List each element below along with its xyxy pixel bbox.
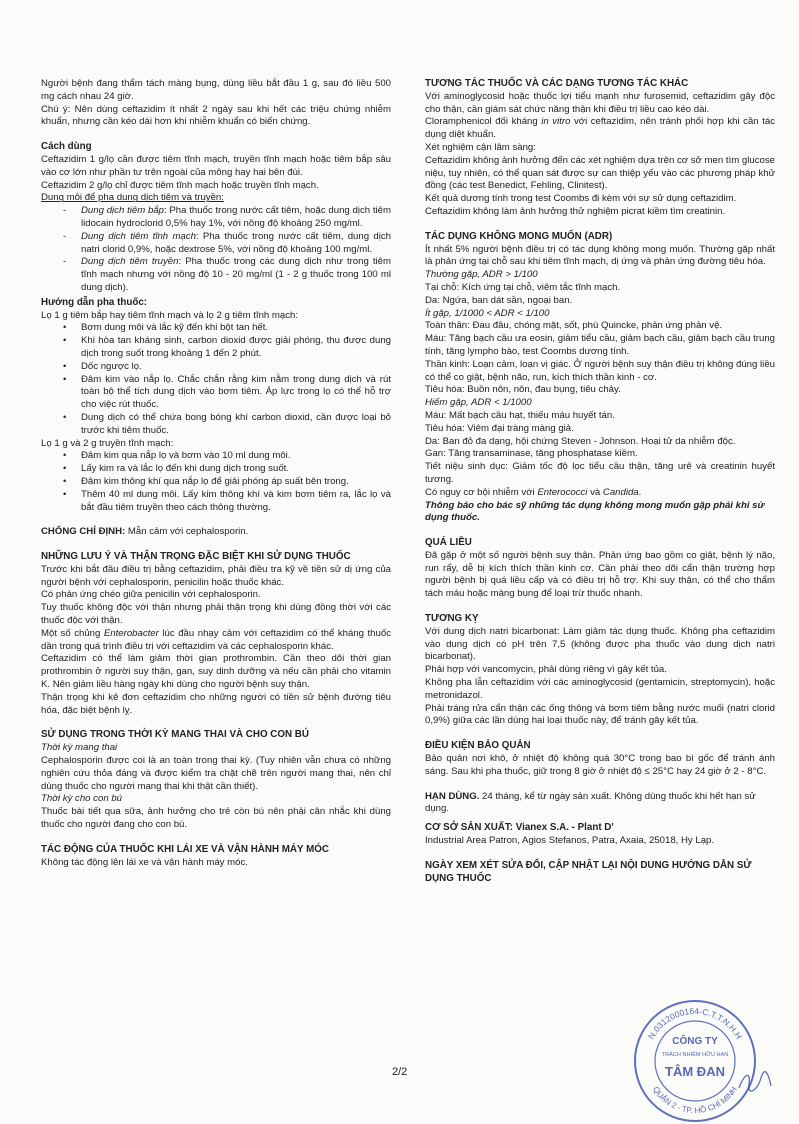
- contraindication-text: Mẫn cảm với cephalosporin.: [125, 526, 249, 538]
- solvent-list: [41, 205, 391, 295]
- adr-warning: Thông báo cho bác sỹ những tác dụng không mong muốn gặp phải khi sử dụng thuốc.: [425, 499, 765, 524]
- list-item: • Đâm kim vào nắp lọ. Chắc chắn rằng kim nằm trong dung dịch và rút toàn bộ thể tích dung dịch vào bơm tiêm. Áp lực trong lọ có thể hỗ trợ cho việc rút thuốc.: [63, 374, 391, 412]
- paragraph: Kết quả dương tính trong test Coombs đi kèm với sự sử dụng ceftazidim.: [425, 193, 737, 205]
- list-item: • Đâm kim qua nắp lọ và bơm vào 10 ml dung môi.: [63, 450, 391, 463]
- manufacturer-address: Industrial Area Patron, Agios Stefanos, Patra, Axaia, 25018, Hy Lạp.: [425, 835, 715, 847]
- list-item-label: Dung dịch tiêm bắp: [81, 205, 164, 217]
- paragraph: Không tác động lên lái xe và vận hành máy móc.: [41, 856, 248, 868]
- list-item: [63, 205, 391, 231]
- subheading: Lọ 1 g và 2 g truyền tĩnh mạch:: [41, 437, 174, 449]
- organism-name: Enterococci: [537, 486, 588, 498]
- paragraph: Ceftazidim 1 g/lọ cần được tiêm tĩnh mạch, truyền tĩnh mạch hoặc tiêm bắp sâu vào cơ lớn như phần tư trên ngoài của mông hay hai bên đùi.: [41, 153, 391, 178]
- text-span: .: [638, 486, 642, 498]
- paragraph: Bảo quản nơi khô, ở nhiệt độ không quá 30°C trong bao bì gốc để tránh ánh sáng. Sau khi pha thuốc, giữ trong 8 giờ ở nhiệt độ ≤ 25°C hay 24 giờ ở 2 - 8°C.: [425, 753, 775, 777]
- section-heading-tuong-ky: TƯƠNG KỴ: [425, 613, 479, 625]
- right-column: [425, 78, 775, 885]
- section-heading-co-so: CƠ SỞ SẢN XUẤT: Vianex S.A. - Plant D': [425, 822, 614, 834]
- subheading: Lọ 1 g tiêm bắp hay tiêm tĩnh mạch và lọ 2 g tiêm tĩnh mạch:: [41, 309, 299, 321]
- paragraph: Xét nghiệm cận lâm sàng:: [425, 141, 536, 153]
- company-stamp: [632, 998, 758, 1124]
- paragraph: Cephalosporin được coi là an toàn trong thai kỳ. (Tuy nhiên vẫn chưa có những nghiên cứu thỏa đáng và được kiểm tra chặt chẽ trên người mang thai, nên chỉ dùng thuốc cho người mang thai khi thật cần thiết).: [41, 755, 391, 792]
- prep-list-1: [41, 322, 391, 437]
- list-item: • Lấy kim ra và lắc lọ đến khi dung dịch trong suốt.: [63, 463, 391, 476]
- section-heading-qua-lieu: QUÁ LIỀU: [425, 537, 472, 549]
- text-span: Một số chủng: [41, 627, 104, 639]
- list-item: • Dốc ngược lọ.: [63, 361, 391, 374]
- text-span: Cloramphenicol đối kháng: [425, 116, 542, 128]
- list-item-text: : Pha thuốc trong nước cất tiêm, hoặc dung dịch tiêm lidocain hydroclorid 0,5% hay 1%, với nồng độ khoảng 250 mg/ml.: [81, 205, 391, 229]
- adr-line: Tại chỗ: Kích ứng tại chỗ, viêm tắc tĩnh mạch.: [425, 281, 621, 293]
- adr-line: Da: Ngứa, ban dát sần, ngoại ban.: [425, 294, 573, 306]
- stamp-name: TÂM ĐAN: [665, 1064, 725, 1079]
- list-item-text: : Pha thuốc trong các dung dịch như trong tiêm tĩnh mạch nhưng với nồng độ 10 - 20 mg/ml (1 - 2 g thuốc trong 100 ml dung dịch).: [81, 256, 391, 293]
- stamp-company: CÔNG TY: [672, 1036, 718, 1047]
- list-item: [63, 231, 391, 257]
- contraindication: [41, 526, 391, 539]
- adr-line: Gan: Tăng transaminase, tăng phosphatase kiềm.: [425, 448, 638, 460]
- paragraph: Đã gặp ở một số người bệnh suy thận. Phản ứng bao gồm co giật, bệnh lý não, run rẩy, dễ bị kích thích thần kinh cơ. Cần phải theo dõi cẩn thận trường hợp người bệnh bị quá liều cấp và có điều trị hỗ trợ. Khi suy thận, có thể cho thẩm tách máu hoặc màng bụng để loại trừ thuốc nhanh.: [425, 549, 775, 600]
- paragraph: Với dung dịch natri bicarbonat: Làm giảm tác dụng thuốc. Không pha ceftazidim vào dung dịch có pH trên 7,5 (không được pha thuốc vào dung dịch natri bicarbonat).: [425, 625, 775, 663]
- text-span: và: [587, 486, 603, 498]
- section-heading-adr: TÁC DỤNG KHÔNG MONG MUỐN (ADR): [425, 230, 613, 242]
- adr-line: Thần kinh: Loạn cảm, loạn vị giác. Ở người bệnh suy thận điều trị không đúng liều có thể co giật, bệnh não, run, kích thích thần kinh - cơ.: [425, 358, 775, 383]
- organism-name: Enterobacter: [103, 627, 159, 639]
- paragraph: Ceftazidim không làm ảnh hưởng thử nghiệm picrat kiềm tìm creatinin.: [425, 205, 726, 217]
- adr-line: Tiết niệu sinh dục: Giảm tốc độ lọc tiểu cầu thận, tăng urê và creatinin huyết tương.: [425, 461, 775, 485]
- organism-name: Candida: [602, 486, 639, 498]
- section-heading-mang-thai: SỬ DỤNG TRONG THỜI KỲ MANG THAI VÀ CHO CON BÚ: [41, 729, 309, 741]
- paragraph: [41, 628, 391, 654]
- frequency-label: Hiếm gặp, ADR < 1/1000: [425, 397, 532, 409]
- section-heading-tuong-tac: TƯƠNG TÁC THUỐC VÀ CÁC DẠNG TƯƠNG TÁC KHÁC: [425, 78, 689, 89]
- paragraph: Trước khi bắt đầu điều trị bằng ceftazidim, phải điều tra kỹ về tiền sử dị ứng của người bệnh với cephalosporin, penicilin hoặc thuốc khác.: [41, 563, 391, 588]
- stamp-bottom-text: QUẬN 2 - TP. HỒ CHÍ MINH: [651, 1085, 739, 1116]
- paragraph: Có phản ứng chéo giữa penicilin với cephalosporin.: [41, 589, 261, 601]
- left-column: [41, 78, 391, 869]
- adr-line: Tiêu hóa: Buồn nôn, nôn, đau bụng, tiêu chảy.: [425, 384, 621, 396]
- text-span: Có nguy cơ bội nhiễm với: [425, 486, 538, 498]
- section-heading-cach-dung: Cách dùng: [41, 141, 92, 153]
- section-heading-ngay-xem: NGÀY XEM XÉT SỬA ĐỔI, CẬP NHẬT LẠI NỘI DUNG HƯỚNG DẪN SỬ DỤNG THUỐC: [425, 859, 752, 884]
- paragraph: [425, 116, 775, 142]
- stamp-line2: TRÁCH NHIỆM HỮU HẠN: [661, 1052, 729, 1058]
- expiry-text: 24 tháng, kể từ ngày sản xuất. Không dùng thuốc khi hết hạn sử dụng.: [425, 790, 756, 815]
- subheading: Dung môi để pha dung dịch tiêm và truyền:: [41, 192, 224, 204]
- paragraph: Ít nhất 5% người bệnh điều trị có tác dụng không mong muốn. Thường gặp nhất là phản ứng tại chỗ sau khi tiêm tĩnh mạch, dị ứng và phản ứng đường tiêu hóa.: [425, 243, 775, 268]
- list-item: • Khi hòa tan kháng sinh, carbon dioxid được giải phóng, thu được dung dịch trong suốt trong khoảng 1 đến 2 phút.: [63, 335, 391, 361]
- section-heading-huong-dan: Hướng dẫn pha thuốc:: [41, 296, 148, 308]
- paragraph: Tuy thuốc không độc với thận nhưng phải thận trọng khi dùng đồng thời với các thuốc độc với thận.: [41, 602, 391, 627]
- adr-line: Da: Ban đỏ đa dạng, hội chứng Steven - Johnson. Hoại tử da nhiễm độc.: [425, 435, 736, 447]
- intro-paragraph: Người bệnh đang thẩm tách màng bụng, dùng liều bắt đầu 1 g, sau đó liều 500 mg cách nhau 24 giờ.: [41, 78, 391, 102]
- paragraph: Phải tráng rửa cẩn thận các ống thông và bơm tiêm bằng nước muối (natri clorid 0,9%) giữa các lần dùng hai loại thuốc này, để tránh gây kết tủa.: [425, 702, 775, 727]
- paragraph: Thận trọng khi kê đơn ceftazidim cho những người có tiền sử bệnh đường tiêu hóa, đặc biệt bệnh lỵ.: [41, 691, 391, 716]
- text-span: lúc đầu nhạy cảm với ceftazidim có thể kháng thuốc dần trong quá trình điều trị với ceftazidim và các cephalosporin khác.: [41, 627, 391, 652]
- paragraph: Ceftazidim có thể làm giảm thời gian prothrombin. Cần theo dõi thời gian prothrombin ở người suy thận, gan, suy dinh dưỡng và nếu cần phải cho vitamin K. Nên giảm liều hàng ngày khi dùng cho người bệnh suy thận.: [41, 653, 391, 691]
- stamp-top-text: N.0312000164-C.T.T.N.H.H: [646, 1005, 744, 1041]
- list-item-label: Dung dịch tiêm tĩnh mạch: [81, 230, 196, 242]
- section-heading-han-dung: HẠN DÙNG.: [425, 790, 480, 802]
- paragraph: Phải hợp với vancomycin, phải dùng riêng vì gây kết tủa.: [425, 664, 667, 676]
- section-heading-luu-y: NHỮNG LƯU Ý VÀ THẬN TRỌNG ĐẶC BIỆT KHI SỬ DỤNG THUỐC: [41, 551, 351, 563]
- adr-line: Máu: Mất bạch cầu hạt, thiếu máu huyết tán.: [425, 409, 615, 421]
- text-span-italic: in vitro: [541, 116, 571, 128]
- paragraph: Ceftazidim không ảnh hưởng đến các xét nghiệm dựa trên cơ sở men tìm glucose niệu, tuy nhiên, có thể quan sát được sự can thiệp yếu vào các phương pháp khử đồng (các test Benedict, Fehling, Clinitest).: [425, 154, 775, 192]
- subheading: Thời kỳ mang thai: [41, 742, 118, 754]
- section-heading-lai-xe: TÁC ĐỘNG CỦA THUỐC KHI LÁI XE VÀ VẬN HÀNH MÁY MÓC: [41, 843, 329, 855]
- paragraph: Không pha lẫn ceftazidim với các aminoglycosid (gentamicin, streptomycin), hoặc metronidazol.: [425, 677, 775, 701]
- intro-note: Chú ý: Nên dùng ceftazidim ít nhất 2 ngày sau khi hết các triệu chứng nhiễm khuẩn, nhưng cần kéo dài hơn khi nhiễm khuẩn có biến chứng.: [41, 103, 391, 128]
- paragraph: Thuốc bài tiết qua sữa, ảnh hưởng cho trẻ còn bú nên phải cân nhắc khi dùng thuốc cho người đang cho con bú.: [41, 806, 391, 831]
- frequency-label: Thường gặp, ADR > 1/100: [425, 269, 538, 281]
- adr-line: Máu: Tăng bạch cầu ưa eosin, giảm tiểu cầu, giảm bạch cầu, giảm bạch cầu trung tính, tăng lympho bào, test Coombs dương tính.: [425, 333, 775, 357]
- list-item: [63, 256, 391, 294]
- prep-list-2: [41, 450, 391, 514]
- adr-line: Tiêu hóa: Viêm đại tràng màng giả.: [425, 422, 574, 434]
- signature: [735, 1066, 775, 1096]
- list-item: • Dung dịch có thể chứa bong bóng khí carbon dioxid, cần được loại bỏ trước khi tiêm thuốc.: [63, 412, 391, 438]
- paragraph: Với aminoglycosid hoặc thuốc lợi tiểu mạnh như furosemid, ceftazidim gây độc cho thận, cần giám sát chức năng thận khi điều trị liều cao kéo dài.: [425, 90, 775, 115]
- adr-line: Toàn thân: Đau đầu, chóng mặt, sốt, phù Quincke, phản ứng phản vệ.: [425, 320, 723, 332]
- list-item-text: : Pha thuốc trong nước cất tiêm, dung dịch natri clorid 0,9%, hoặc dextrose 5%, với nồng độ khoảng 100 mg/ml.: [81, 230, 391, 255]
- list-item-label: Dung dịch tiêm truyền: [81, 256, 179, 268]
- frequency-label: Ít gặp, 1/1000 < ADR < 1/100: [425, 307, 550, 319]
- subheading: Thời kỳ cho con bú: [41, 793, 122, 805]
- expiry: [425, 791, 775, 817]
- list-item: • Thêm 40 ml dung môi. Lấy kim thông khí và kim bơm tiêm ra, lắc lọ và bắt đầu tiêm truyền theo cách thông thường.: [63, 489, 391, 515]
- section-heading-chong-chi-dinh: CHỐNG CHỈ ĐỊNH:: [41, 526, 126, 538]
- adr-line: [425, 487, 775, 500]
- list-item: • Đâm kim thông khí qua nắp lọ để giải phóng áp suất bên trong.: [63, 476, 391, 489]
- text-span: với ceftazidim, nên tránh phối hợp khi cần tác dụng diệt khuẩn.: [425, 116, 775, 141]
- section-heading-bao-quan: ĐIỀU KIỆN BẢO QUẢN: [425, 740, 531, 752]
- list-item: • Bơm dung môi và lắc kỹ đến khi bột tan hết.: [63, 322, 391, 335]
- page-number: 2/2: [392, 1066, 408, 1078]
- paragraph: Ceftazidim 2 g/lọ chỉ được tiêm tĩnh mạch hoặc truyền tĩnh mạch.: [41, 179, 319, 191]
